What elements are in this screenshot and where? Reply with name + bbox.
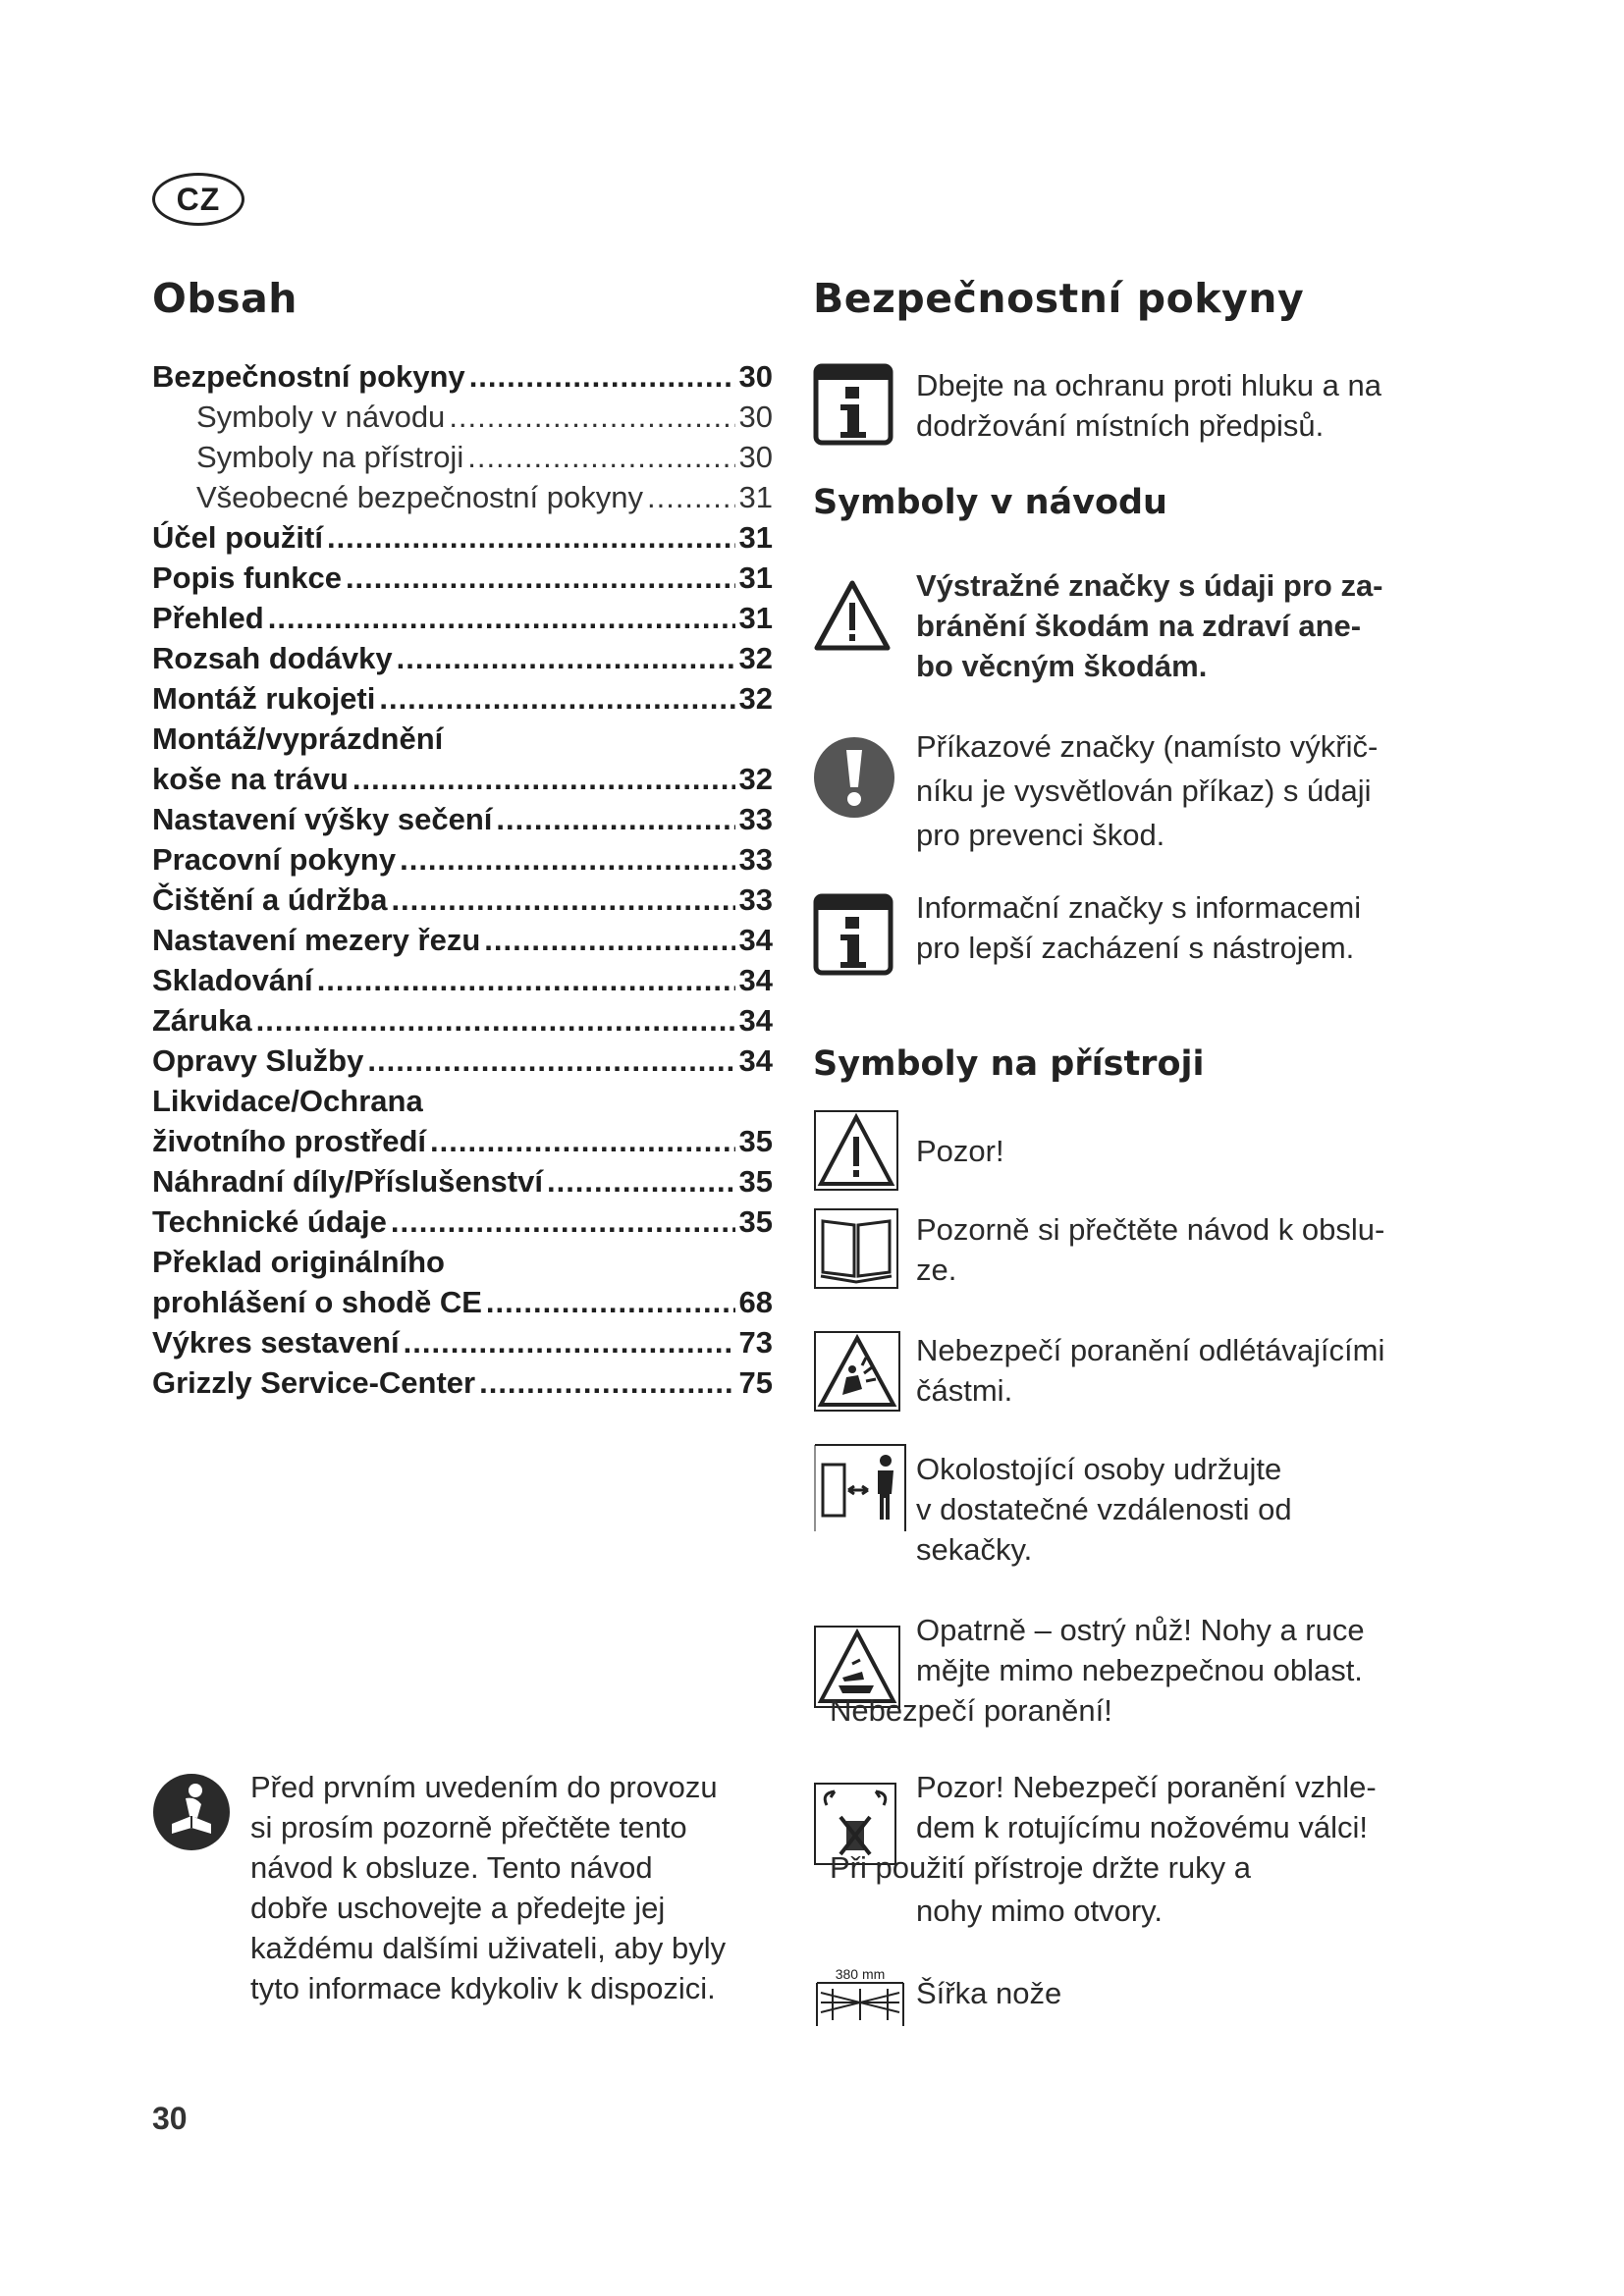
flying-parts-text: Nebezpečí poranění odlétávajícími částmi. bbox=[916, 1333, 1385, 1408]
attention-icon bbox=[813, 1109, 899, 1197]
toc-entry-label: Skladování bbox=[152, 963, 313, 997]
toc-entry-label: Opravy Služby bbox=[152, 1043, 364, 1078]
toc-entry bbox=[152, 681, 773, 721]
toc-leader bbox=[647, 480, 735, 515]
toc-entry-label: Symboly na přístroji bbox=[196, 440, 464, 474]
toc-entry bbox=[152, 842, 773, 882]
toc-entry bbox=[152, 882, 773, 923]
toc-entry bbox=[152, 1204, 773, 1245]
toc-entry-page: 34 bbox=[738, 1003, 773, 1038]
toc-leader bbox=[496, 802, 734, 837]
blade-width-text: Šířka nože bbox=[916, 1976, 1062, 2010]
toc-leader bbox=[352, 762, 735, 797]
warning-text: Výstražné značky s údaji pro za- bránění škodám na zdraví ane- bo věcným škodám. bbox=[916, 568, 1383, 683]
info-icon bbox=[813, 363, 893, 451]
note-line: každému dalšími uživateli, aby byly bbox=[250, 1931, 727, 1965]
toc-entry bbox=[152, 1043, 773, 1084]
toc-entry-label: prohlášení o shodě CE bbox=[152, 1285, 482, 1319]
note-line: si prosím pozorně přečtěte tento bbox=[250, 1810, 687, 1844]
safety-title: Bezpečnostní pokyny bbox=[813, 275, 1305, 322]
toc-entry bbox=[152, 601, 773, 641]
toc-entry-label: Pracovní pokyny bbox=[152, 842, 397, 877]
flying-parts-icon bbox=[813, 1330, 901, 1417]
bystanders-text: Okolostojící osoby udržujte v dostatečné vzdálenosti od sekačky. bbox=[916, 1452, 1292, 1567]
toc-leader bbox=[391, 1204, 735, 1240]
toc-entry-page: 31 bbox=[738, 520, 773, 555]
toc-entry-page: 68 bbox=[738, 1285, 773, 1319]
toc-entry-label: Technické údaje bbox=[152, 1204, 387, 1239]
note-line: návod k obsluze. Tento návod bbox=[250, 1850, 653, 1885]
toc-entry-page: 32 bbox=[738, 762, 773, 796]
toc-entry-page: 30 bbox=[738, 400, 773, 434]
toc-leader bbox=[469, 359, 735, 395]
toc-entry bbox=[152, 1003, 773, 1043]
toc-entry-page: 33 bbox=[738, 842, 773, 877]
symbols-device-heading: Symboly na přístroji bbox=[813, 1044, 1205, 1084]
toc-entry-page: 33 bbox=[738, 882, 773, 917]
toc-leader bbox=[449, 400, 734, 435]
toc-entry-label: Překlad originálního bbox=[152, 1245, 445, 1279]
note-line: Před prvním uvedením do provozu bbox=[250, 1770, 718, 1804]
toc-leader bbox=[400, 842, 734, 878]
toc-entry bbox=[152, 721, 773, 762]
note-line: tyto informace kdykoliv k dispozici. bbox=[250, 1971, 716, 2005]
read-manual-text: Pozorně si přečtěte návod k obslu- ze. bbox=[916, 1212, 1385, 1287]
toc-entry-page: 34 bbox=[738, 923, 773, 957]
toc-entry-page: 31 bbox=[738, 480, 773, 514]
toc-leader bbox=[479, 1365, 734, 1401]
toc-entry bbox=[152, 923, 773, 963]
toc-entry-page: 75 bbox=[738, 1365, 773, 1400]
toc-entry bbox=[152, 963, 773, 1003]
info-text: Informační značky s informacemi pro lepší zacházení s nástrojem. bbox=[916, 890, 1362, 965]
toc-entry-page: 34 bbox=[738, 1043, 773, 1078]
toc-leader bbox=[346, 561, 735, 596]
toc-leader bbox=[467, 440, 734, 475]
toc-entry-page: 33 bbox=[738, 802, 773, 836]
toc-entry bbox=[152, 802, 773, 842]
blade-width-icon bbox=[813, 1963, 907, 2033]
toc-entry-label: Montáž rukojeti bbox=[152, 681, 376, 716]
mandatory-text: Příkazové značky (namísto výkřič- níku je vysvětlován příkaz) s údaji pro prevenci škod. bbox=[916, 729, 1379, 852]
toc-entry-label: Nastavení výšky sečení bbox=[152, 802, 493, 836]
toc-entry-label: Grizzly Service-Center bbox=[152, 1365, 476, 1400]
intro-text: Dbejte na ochranu proti hluku a na dodržování místních předpisů. bbox=[916, 368, 1381, 443]
toc-entry bbox=[152, 1325, 773, 1365]
toc-entry-page: 35 bbox=[738, 1204, 773, 1239]
blade-width-label: 380 mm bbox=[835, 1966, 886, 1982]
toc-entry-label: Přehled bbox=[152, 601, 264, 635]
toc-entry bbox=[152, 561, 773, 601]
toc-entry bbox=[152, 480, 773, 520]
toc-entry-label: Bezpečnostní pokyny bbox=[152, 359, 465, 394]
toc-entry-page: 31 bbox=[738, 561, 773, 595]
toc-entry-label: Všeobecné bezpečnostní pokyny bbox=[196, 480, 643, 514]
toc-entry-page: 30 bbox=[738, 440, 773, 474]
toc-entry-label: Náhradní díly/Příslušenství bbox=[152, 1164, 543, 1199]
toc-entry-page: 34 bbox=[738, 963, 773, 997]
toc-entry-page: 32 bbox=[738, 641, 773, 675]
toc-entry bbox=[152, 641, 773, 681]
toc-leader bbox=[256, 1003, 735, 1039]
warning-triangle-icon bbox=[813, 579, 892, 657]
toc-entry-label: Nastavení mezery řezu bbox=[152, 923, 481, 957]
toc-entry bbox=[152, 762, 773, 802]
toc-entry bbox=[152, 1365, 773, 1406]
toc-entry-label: Rozsah dodávky bbox=[152, 641, 393, 675]
rotating-blade-text: Pozor! Nebezpečí poranění vzhle- dem k rotujícímu nožovému válci! bbox=[916, 1770, 1377, 1844]
toc-leader bbox=[484, 923, 734, 958]
toc-leader bbox=[486, 1285, 735, 1320]
toc-entry bbox=[152, 1084, 773, 1124]
toc-entry bbox=[152, 1124, 773, 1164]
table-of-contents bbox=[152, 359, 773, 1406]
toc-title: Obsah bbox=[152, 275, 298, 322]
toc-entry-page: 30 bbox=[738, 359, 773, 394]
toc-leader bbox=[391, 882, 734, 918]
toc-leader bbox=[404, 1325, 735, 1361]
toc-entry bbox=[152, 359, 773, 400]
toc-entry bbox=[152, 520, 773, 561]
toc-entry-label: Symboly v návodu bbox=[196, 400, 446, 434]
toc-entry-page: 73 bbox=[738, 1325, 773, 1360]
mandatory-icon bbox=[813, 736, 895, 824]
toc-entry bbox=[152, 1164, 773, 1204]
toc-entry bbox=[152, 440, 773, 480]
toc-leader bbox=[430, 1124, 735, 1159]
toc-entry bbox=[152, 400, 773, 440]
toc-entry bbox=[152, 1285, 773, 1325]
info-icon bbox=[813, 893, 893, 981]
toc-leader bbox=[379, 681, 734, 717]
read-manual-icon bbox=[152, 1773, 231, 1851]
toc-entry-label: Výkres sestavení bbox=[152, 1325, 400, 1360]
toc-entry-label: životního prostředí bbox=[152, 1124, 426, 1158]
attention-text: Pozor! bbox=[916, 1134, 1004, 1168]
note-line: dobře uschovejte a předejte jej bbox=[250, 1891, 666, 1925]
toc-entry-label: Čištění a údržba bbox=[152, 882, 388, 917]
toc-entry-label: Likvidace/Ochrana bbox=[152, 1084, 423, 1118]
toc-leader bbox=[317, 963, 735, 998]
toc-leader bbox=[367, 1043, 734, 1079]
toc-entry-page: 35 bbox=[738, 1124, 773, 1158]
toc-entry-label: Montáž/vyprázdnění bbox=[152, 721, 444, 756]
toc-entry-page: 32 bbox=[738, 681, 773, 716]
rotating-blade-instruction: nohy mimo otvory. bbox=[916, 1894, 1163, 1928]
toc-entry-label: Účel použití bbox=[152, 520, 323, 555]
toc-entry bbox=[152, 1245, 773, 1285]
toc-leader bbox=[547, 1164, 735, 1200]
toc-leader bbox=[397, 641, 735, 676]
toc-leader bbox=[268, 601, 735, 636]
sharp-blade-text: Opatrně – ostrý nůž! Nohy a ruce mějte mimo nebezpečnou oblast. bbox=[916, 1613, 1365, 1687]
reader-note bbox=[250, 1767, 781, 2008]
country-badge: CZ bbox=[152, 173, 244, 226]
book-icon bbox=[813, 1207, 899, 1295]
toc-entry-page: 35 bbox=[738, 1164, 773, 1199]
bystanders-icon bbox=[813, 1443, 907, 1538]
sharp-blade-warning: Nebezpečí poranění! bbox=[830, 1693, 1112, 1728]
symbols-manual-heading: Symboly v návodu bbox=[813, 483, 1167, 522]
toc-entry-label: koše na trávu bbox=[152, 762, 349, 796]
toc-entry-label: Záruka bbox=[152, 1003, 252, 1038]
toc-entry-page: 31 bbox=[738, 601, 773, 635]
page-number: 30 bbox=[152, 2101, 188, 2136]
toc-entry-label: Popis funkce bbox=[152, 561, 342, 595]
rotating-blade-instruction: Při použití přístroje držte ruky a bbox=[830, 1850, 1251, 1885]
toc-leader bbox=[327, 520, 735, 556]
